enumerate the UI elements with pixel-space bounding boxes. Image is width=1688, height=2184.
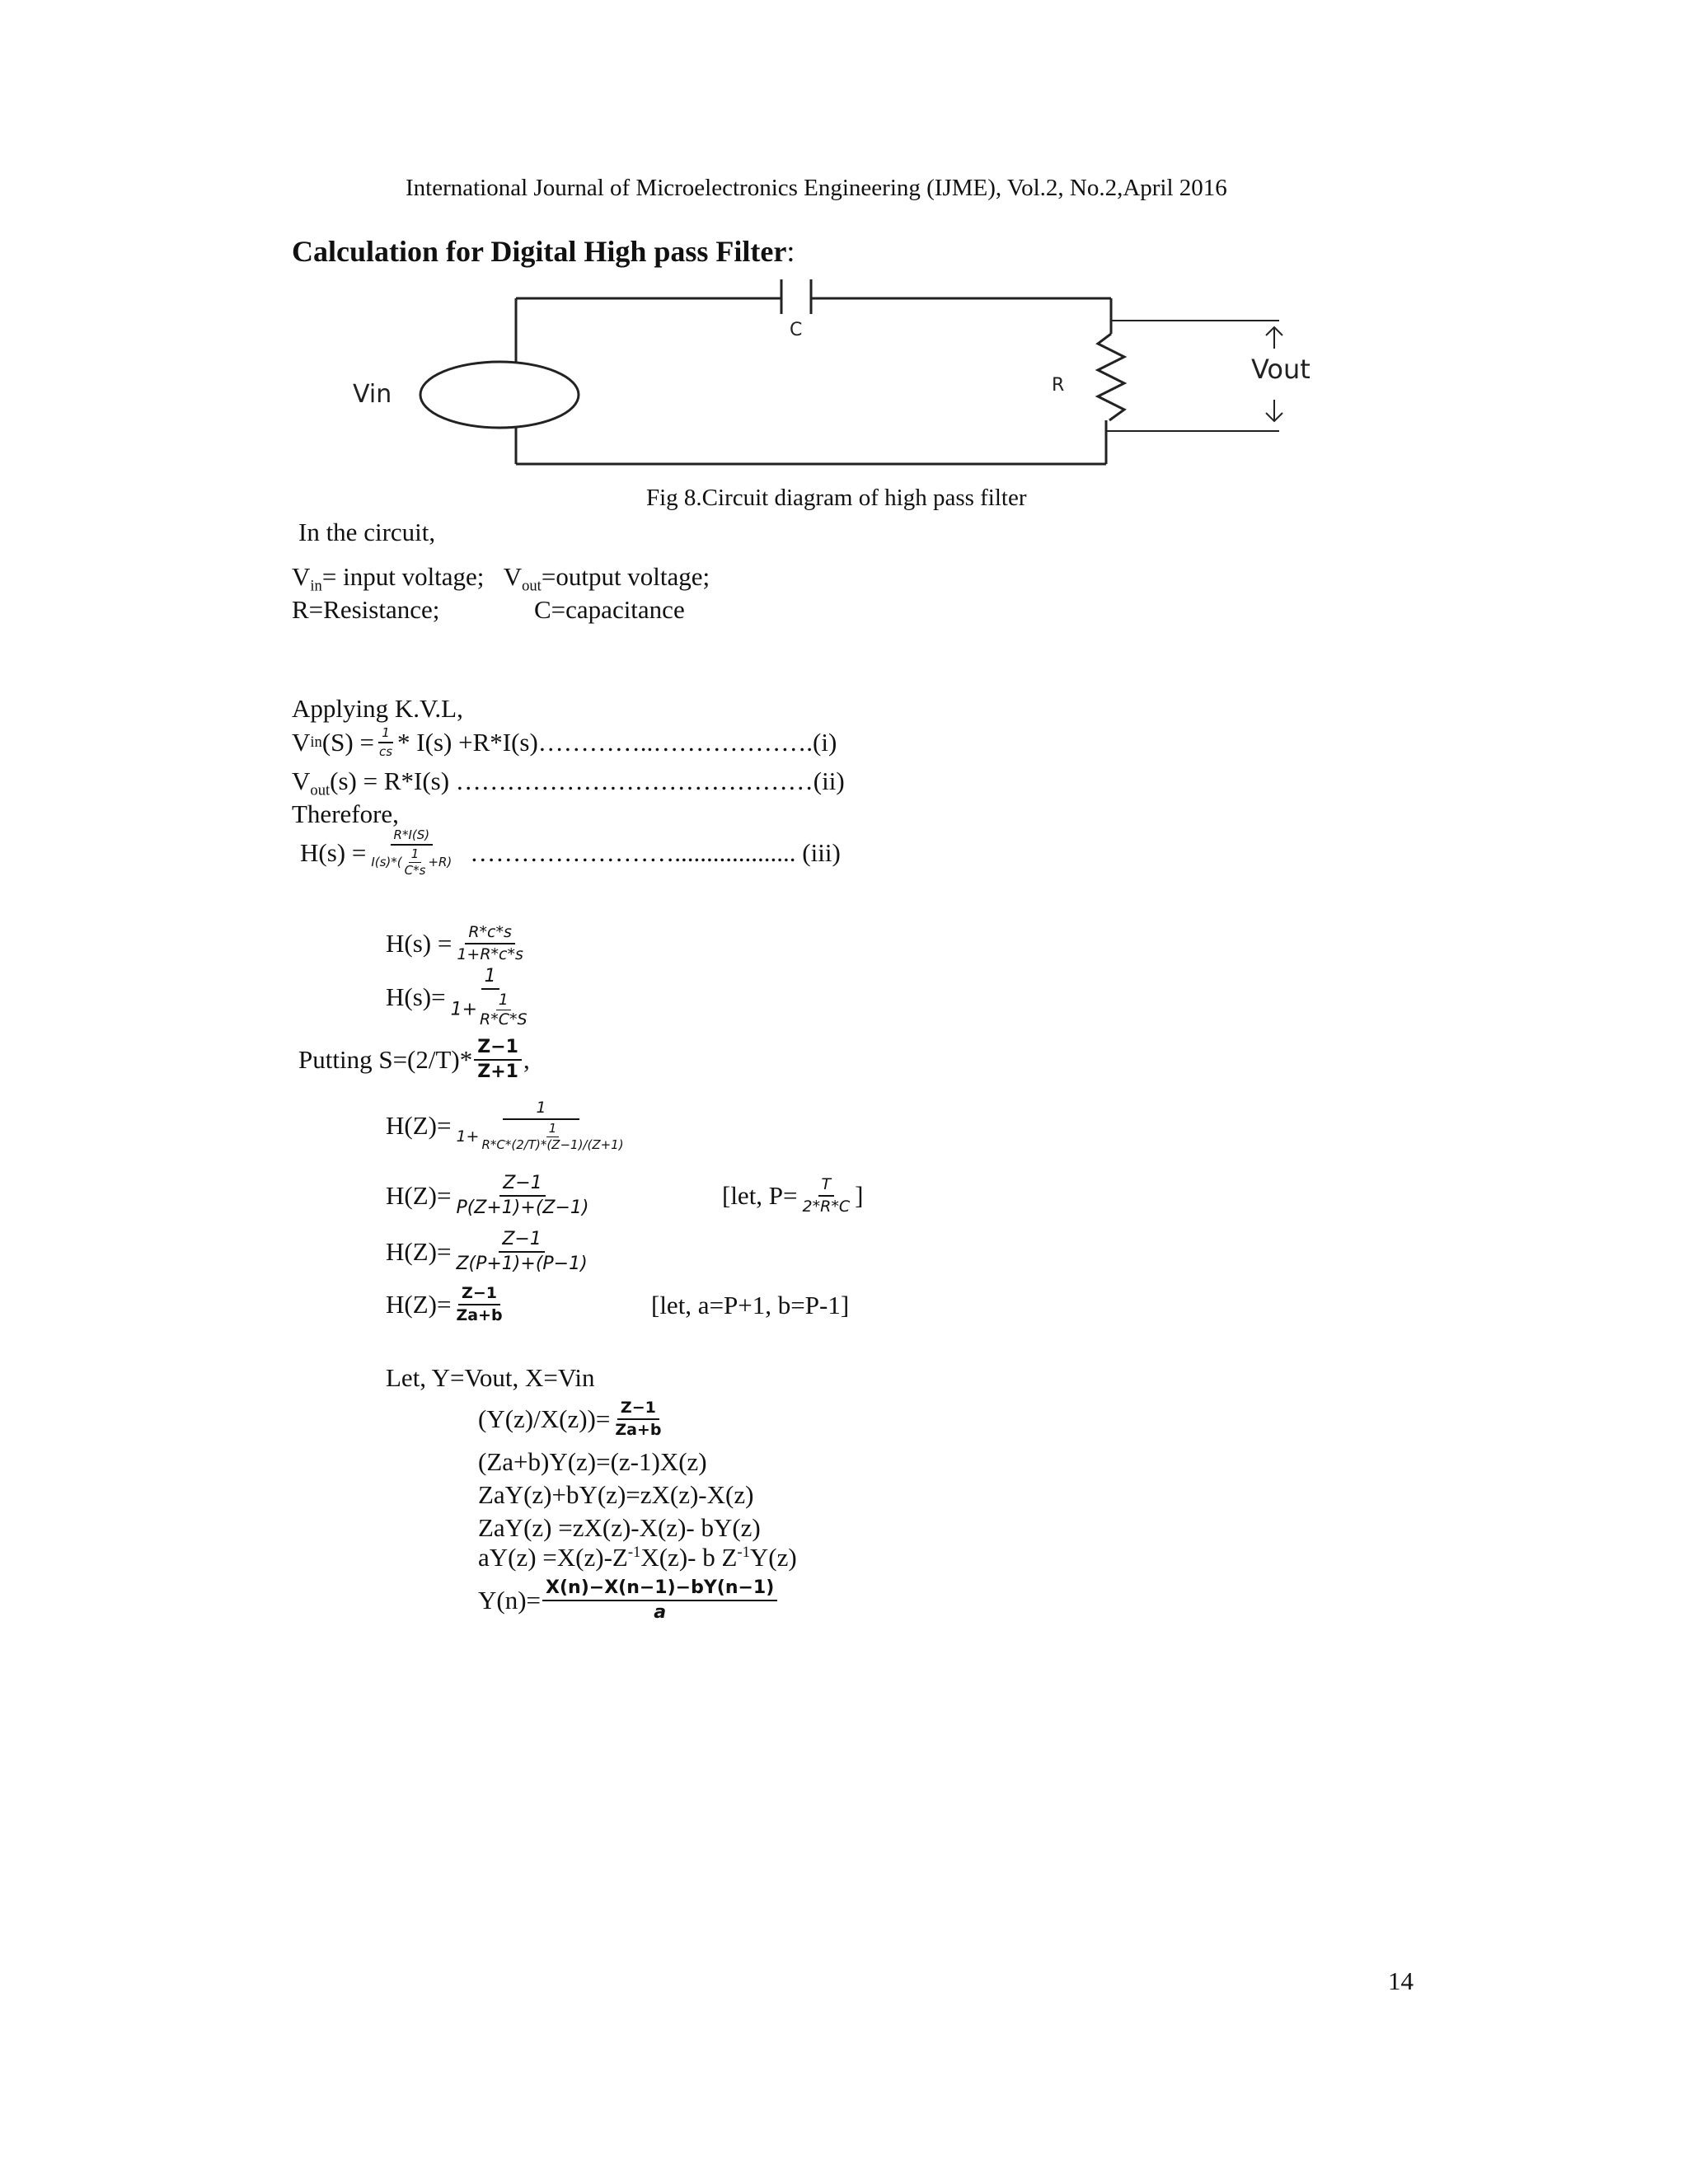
- putting-pre: Putting S=(2/T)*: [298, 1045, 473, 1074]
- resistor-zigzag: [1098, 334, 1124, 420]
- def-vout-text: =output voltage;: [541, 562, 710, 591]
- eq1-post: * I(s) +R*I(s)…………..……………….(i): [397, 728, 837, 757]
- hz3-den: Z(P+1)+(P−1): [456, 1254, 588, 1274]
- eq1-fraction: [376, 727, 396, 758]
- def-vout-sub: out: [522, 577, 542, 595]
- hs2-den-a: 1+: [450, 999, 478, 1019]
- putting-num: Z−1: [474, 1038, 522, 1061]
- eq3-fraction: [368, 829, 455, 877]
- label-c: C: [790, 320, 803, 340]
- hs1-fraction: [453, 925, 527, 963]
- eq2-text: (s) = R*I(s) ……………………………………(ii): [330, 766, 845, 795]
- yn-fraction: [542, 1579, 777, 1622]
- hs-equation-2: [386, 966, 535, 1029]
- yx-pre: (Y(z)/X(z))=: [478, 1404, 611, 1433]
- hs2-fraction: [448, 965, 533, 1029]
- let-p-num: T: [818, 1177, 835, 1197]
- eq3-den-inner-fraction: [402, 848, 429, 877]
- eq3-fraction-den: [368, 846, 455, 877]
- therefore-text: Therefore,: [292, 799, 399, 828]
- hs2-inner-num: 1: [496, 992, 511, 1010]
- derivation-line-2: ZaY(z)+bY(z)=zX(z)-X(z): [478, 1480, 754, 1509]
- putting-den: Z+1: [477, 1062, 518, 1082]
- hs1-den: 1+R*c*s: [457, 945, 523, 963]
- hz4-pre: H(Z)=: [386, 1290, 452, 1319]
- journal-header: International Journal of Microelectronics Engineering (IJME), Vol.2, No.2,April 2016: [406, 175, 1227, 201]
- eq2-symbol: V: [292, 766, 311, 795]
- eq3-fraction-num: R*I(S): [391, 829, 434, 846]
- hz-equation-4: [386, 1276, 508, 1333]
- transfer-ratio-equation: [478, 1393, 666, 1446]
- derivation-line-3: ZaY(z) =zX(z)-X(z)- bY(z): [478, 1513, 761, 1542]
- def-vin-text: = input voltage;: [321, 562, 485, 591]
- hs1-pre: H(s) =: [386, 929, 452, 958]
- eq2-sub: out: [310, 781, 331, 799]
- section-heading: [292, 234, 795, 269]
- circuit-diagram: [330, 276, 1385, 474]
- def-vin-sub: in: [310, 577, 322, 595]
- hs2-inner-den: R*C*S: [480, 1010, 528, 1029]
- let-y-x-line: Let, Y=Vout, X=Vin: [386, 1363, 595, 1392]
- def-vout-symbol: V: [503, 562, 523, 591]
- eq3-den-a: I(s)*(: [371, 855, 402, 869]
- eq1-pre: (S) =: [321, 728, 374, 757]
- putting-post: ,: [523, 1045, 530, 1074]
- yx-den: Za+b: [615, 1421, 662, 1439]
- hz4-fraction: [452, 1286, 505, 1324]
- page-number: 14: [1388, 1966, 1414, 1995]
- eq3-inner-den: C*s: [404, 863, 426, 878]
- hz-equation-1: [386, 1085, 631, 1167]
- label-r: R: [1052, 375, 1065, 396]
- hs2-num: 1: [481, 968, 499, 990]
- def-vin-symbol: V: [292, 562, 311, 591]
- hs-equation-1: [386, 918, 528, 969]
- hs2-inner-fraction: [477, 992, 530, 1028]
- putting-fraction: [474, 1038, 522, 1081]
- let-p-definition: [722, 1167, 863, 1225]
- yx-fraction: [612, 1400, 664, 1438]
- section-title-colon: :: [786, 235, 795, 268]
- hz3-fraction: [452, 1230, 590, 1273]
- yn-num: X(n)−X(n−1)−bY(n−1): [542, 1579, 777, 1601]
- hs2-den: [448, 990, 533, 1028]
- l4-a: aY(z) =X(z)-Z: [478, 1543, 628, 1572]
- l4-sup2: -1: [737, 1543, 750, 1561]
- eq3-inner-num: 1: [409, 848, 422, 863]
- hz1-den: [452, 1120, 629, 1151]
- hz1-pre: H(Z)=: [386, 1111, 452, 1140]
- label-vin: Vin: [353, 380, 392, 409]
- intro-text: In the circuit,: [298, 518, 436, 546]
- let-p-post: ]: [855, 1181, 864, 1210]
- difference-equation: [478, 1571, 779, 1630]
- kvl-equation-3: [300, 827, 841, 879]
- derivation-line-1: (Za+b)Y(z)=(z-1)X(z): [478, 1447, 707, 1476]
- putting-substitution: [298, 1032, 530, 1088]
- l4-b: X(z)- b Z: [640, 1543, 738, 1572]
- yn-pre: Y(n)=: [478, 1586, 542, 1615]
- eq1-symbol: V: [292, 728, 311, 757]
- eq1-fraction-num: 1: [378, 727, 393, 743]
- label-vout: Vout: [1251, 354, 1311, 385]
- hz3-num: Z−1: [499, 1230, 545, 1253]
- section-title: Calculation for Digital High pass Filter: [292, 235, 787, 268]
- kvl-heading: Applying K.V.L,: [292, 694, 463, 723]
- hz4-den: Za+b: [456, 1306, 503, 1324]
- hz1-inner-fraction: [479, 1122, 626, 1151]
- hz2-num: Z−1: [499, 1174, 546, 1197]
- kvl-equation-1: V in (S) = $\frac{1}{cs}$ * I(s) +R*I(s)…………..……………….(i): [292, 725, 837, 759]
- yn-den: a: [654, 1602, 667, 1623]
- eq3-post: ……………………................... (iii): [470, 838, 841, 867]
- figure-caption: Fig 8.Circuit diagram of high pass filter: [646, 485, 1027, 511]
- kvl-equation-2: [292, 766, 845, 799]
- hz3-pre: H(Z)=: [386, 1237, 452, 1266]
- l4-sup1: -1: [627, 1543, 641, 1561]
- def-c-text: C=capacitance: [534, 595, 685, 624]
- hz-equation-2: [386, 1167, 594, 1225]
- hz2-fraction: [452, 1174, 592, 1217]
- hz2-pre: H(Z)=: [386, 1181, 452, 1210]
- eq1-fraction-den: cs: [378, 744, 393, 759]
- let-p-pre: [let, P=: [722, 1181, 798, 1210]
- hz1-inner-num: 1: [546, 1122, 560, 1137]
- hz1-num: 1: [503, 1100, 579, 1120]
- hs2-pre: H(s)=: [386, 982, 446, 1011]
- derivation-line-4: [478, 1543, 797, 1572]
- let-p-den: 2*R*C: [802, 1197, 851, 1216]
- hz1-fraction: [452, 1100, 629, 1151]
- hs1-num: R*c*s: [465, 925, 515, 944]
- hz4-num: Z−1: [458, 1286, 500, 1305]
- def-r-text: R=Resistance;: [292, 595, 440, 624]
- let-ab-definition: [let, a=P+1, b=P-1]: [651, 1291, 850, 1319]
- hz-equation-3: [386, 1223, 593, 1281]
- l4-c: Y(z): [749, 1543, 797, 1572]
- hz1-inner-den: R*C*(2/T)*(Z−1)/(Z+1): [481, 1137, 624, 1152]
- definition-line-1: [292, 562, 710, 595]
- eq3-pre: H(s) =: [300, 838, 367, 867]
- let-p-fraction: [799, 1177, 854, 1215]
- hz2-den: P(Z+1)+(Z−1): [456, 1197, 589, 1218]
- eq3-den-b: +R): [428, 855, 452, 869]
- hz1-den-a: 1+: [456, 1127, 480, 1146]
- voltage-source: [420, 362, 579, 428]
- yx-num: Z−1: [617, 1400, 659, 1420]
